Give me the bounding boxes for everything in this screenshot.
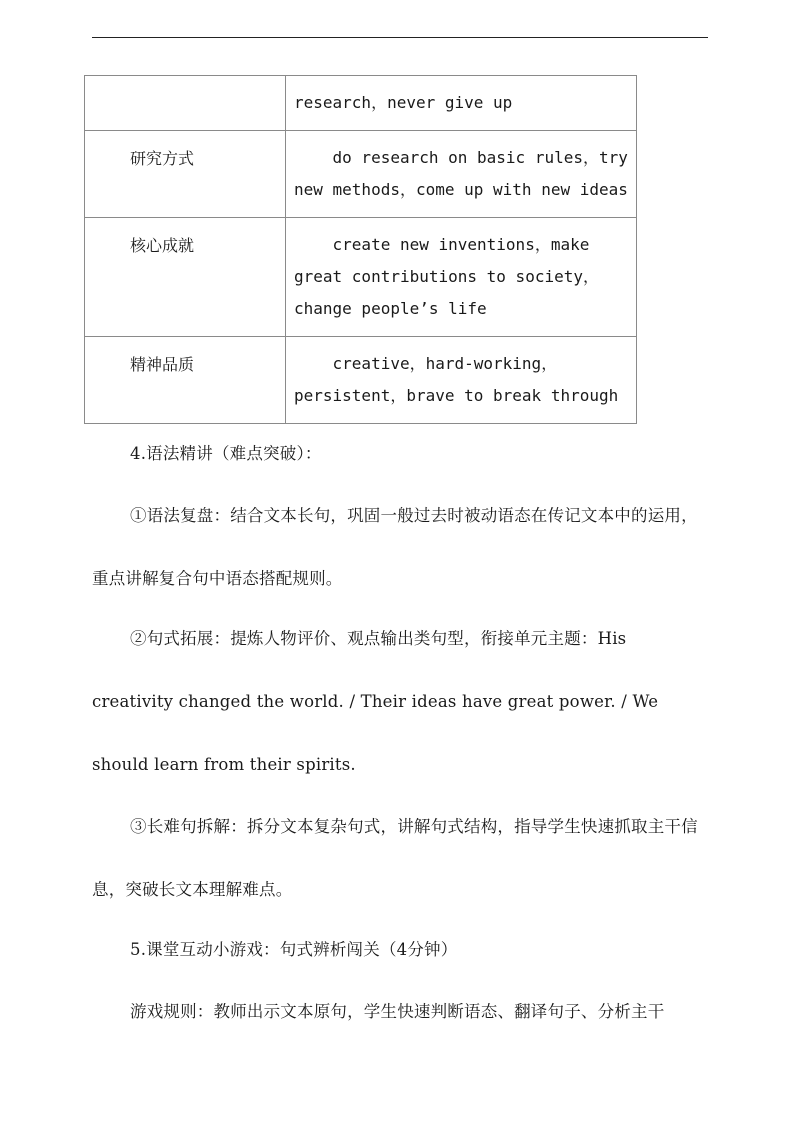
row-value: create new inventions，make great contributions to society，change people’s life bbox=[286, 218, 637, 337]
row-value: do research on basic rules，try new methods，come up with new ideas bbox=[286, 131, 637, 218]
row-value: research，never give up bbox=[286, 76, 637, 131]
game-rules-text: 游戏规则：教师出示文本原句，学生快速判断语态、翻译句子、分析主干 bbox=[130, 1002, 665, 1021]
header-rule bbox=[92, 37, 708, 38]
table-row bbox=[85, 131, 637, 218]
summary-table bbox=[84, 75, 637, 424]
table-row bbox=[85, 218, 637, 337]
row-label bbox=[85, 76, 286, 131]
game-rules bbox=[92, 980, 712, 1043]
grammar-heading-text: 4.语法精讲（难点突破）： bbox=[130, 444, 322, 463]
row-label: 研究方式 bbox=[85, 131, 286, 218]
game-heading bbox=[92, 918, 712, 981]
grammar-paragraph-2-text: ②句式拓展：提炼人物评价、观点输出类句型，衔接单元主题：His creativity changed the world. / Their ideas have great power. / We should learn from their spirits. bbox=[92, 629, 659, 774]
row-label: 精神品质 bbox=[85, 337, 286, 424]
game-heading-text: 5.课堂互动小游戏：句式辨析闯关（4分钟） bbox=[130, 940, 458, 959]
grammar-heading bbox=[92, 422, 712, 485]
table-row bbox=[85, 337, 637, 424]
grammar-paragraph-1 bbox=[92, 484, 712, 610]
grammar-paragraph-1-text: ①语法复盘：结合文本长句，巩固一般过去时被动语态在传记文本中的运用，重点讲解复合句中语态搭配规则。 bbox=[92, 506, 698, 588]
table-row bbox=[85, 76, 637, 131]
row-label: 核心成就 bbox=[85, 218, 286, 337]
grammar-paragraph-3 bbox=[92, 795, 712, 921]
grammar-paragraph-3-text: ③长难句拆解：拆分文本复杂句式，讲解句式结构，指导学生快速抓取主干信息，突破长文本理解难点。 bbox=[92, 817, 698, 899]
grammar-paragraph-2 bbox=[92, 607, 712, 796]
row-value: creative，hard-working，persistent，brave to break through bbox=[286, 337, 637, 424]
